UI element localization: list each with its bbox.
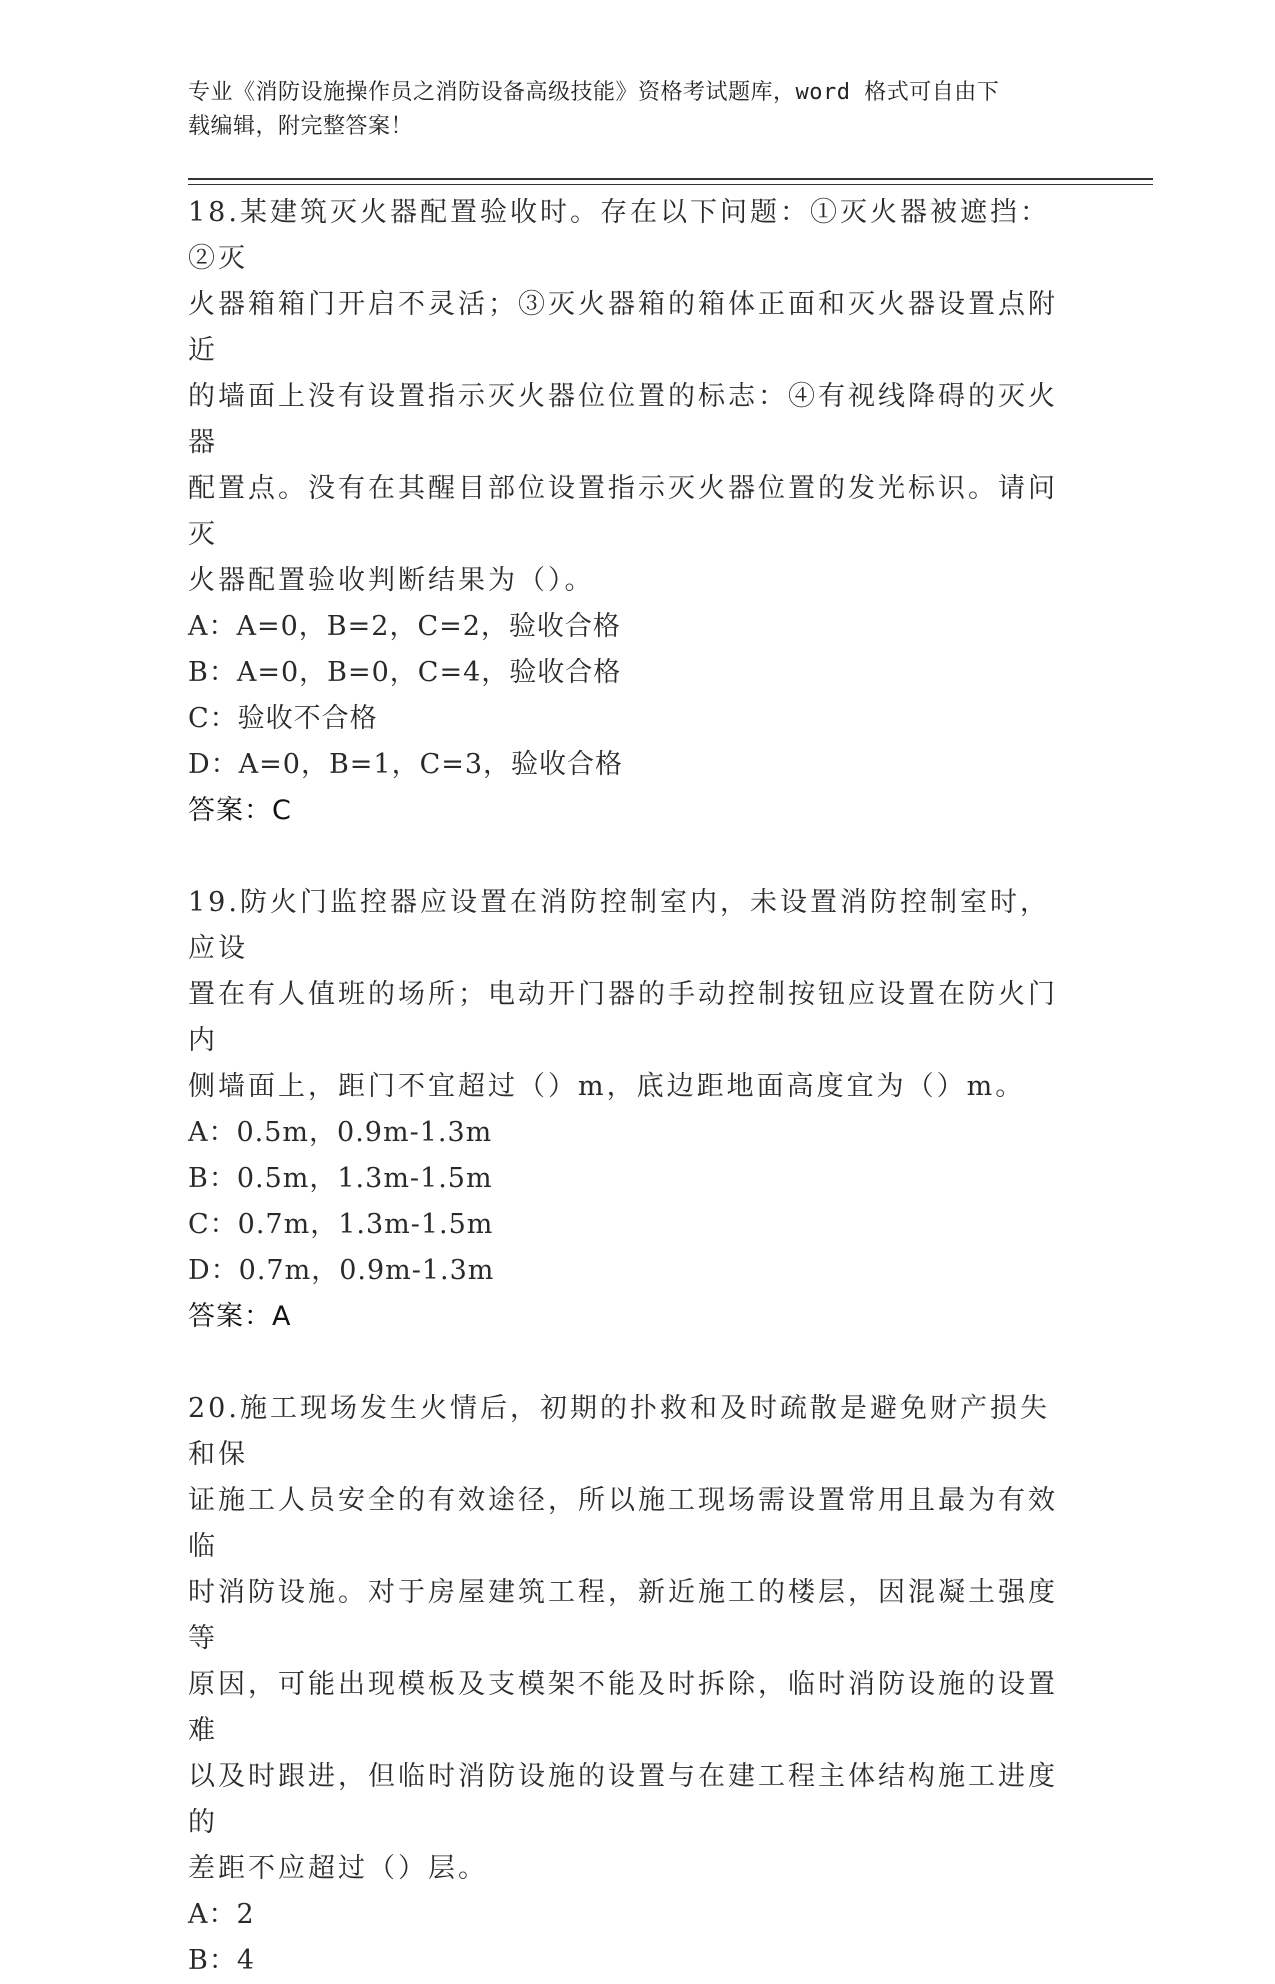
question-20-stem-line: 20.施工现场发生火情后，初期的扑救和及时疏散是避免财产损失和保 [188, 1393, 1050, 1470]
question-19-stem-line: 置在有人值班的场所；电动开门器的手动控制按钮应设置在防火门内 [188, 979, 1058, 1056]
question-20-option-b: B：4 [188, 1945, 256, 1976]
question-18-stem-line: 的墙面上没有设置指示灭火器位位置的标志：④有视线降碍的灭火器 [188, 381, 1058, 458]
question-18-stem-line: 配置点。没有在其醒目部位设置指示灭火器位置的发光标识。请问灭 [188, 473, 1058, 550]
question-20-stem-line: 时消防设施。对于房屋建筑工程，新近施工的楼层，因混凝土强度等 [188, 1577, 1058, 1654]
header-line-1: 专业《消防设施操作员之消防设备高级技能》资格考试题库，word 格式可自由下 [188, 80, 1000, 105]
question-20-stem-line: 证施工人员安全的有效途径，所以施工现场需设置常用且最为有效临 [188, 1485, 1058, 1562]
question-19-stem-line: 19.防火门监控器应设置在消防控制室内，未设置消防控制室时，应设 [188, 887, 1050, 964]
question-18 [188, 190, 1078, 834]
question-18-answer: 答案：C [188, 795, 292, 826]
question-18-option-a: A：A=0，B=2，C=2，验收合格 [188, 611, 621, 642]
question-19-answer: 答案：A [188, 1301, 292, 1332]
question-20-stem-line: 以及时跟进，但临时消防设施的设置与在建工程主体结构施工进度的 [188, 1761, 1058, 1838]
header-line-2: 载编辑，附完整答案！ [188, 114, 414, 139]
question-19 [188, 880, 1078, 1340]
question-19-option-a: A：0.5m，0.9m-1.3m [188, 1117, 493, 1148]
question-spacer [188, 1340, 1078, 1386]
question-19-option-c: C：0.7m，1.3m-1.5m [188, 1209, 494, 1240]
question-20 [188, 1386, 1078, 1984]
header-divider-thin [188, 184, 1153, 185]
question-18-stem-line: 火器箱箱门开启不灵活；③灭火器箱的箱体正面和灭火器设置点附近 [188, 289, 1058, 366]
question-list [188, 190, 1078, 1984]
question-20-stem-line: 原因，可能出现模板及支模架不能及时拆除，临时消防设施的设置难 [188, 1669, 1058, 1746]
question-19-option-d: D：0.7m，0.9m-1.3m [188, 1255, 495, 1286]
question-spacer [188, 834, 1078, 880]
question-18-option-c: C：验收不合格 [188, 703, 378, 734]
question-19-stem-line: 侧墙面上，距门不宜超过（）m，底边距地面高度宜为（）m。 [188, 1071, 1026, 1102]
question-20-stem-line: 差距不应超过（）层。 [188, 1853, 488, 1884]
question-18-option-b: B：A=0，B=0，C=4，验收合格 [188, 657, 622, 688]
question-18-stem-line: 火器配置验收判断结果为（）。 [188, 565, 595, 596]
question-18-stem-line: 18.某建筑灭火器配置验收时。存在以下问题：①灭火器被遮挡：②灭 [188, 197, 1050, 274]
question-19-option-b: B：0.5m，1.3m-1.5m [188, 1163, 493, 1194]
header-divider-thick [188, 178, 1153, 180]
document-header [188, 76, 1068, 144]
question-20-option-a: A：2 [188, 1899, 255, 1930]
question-18-option-d: D：A=0，B=1，C=3，验收合格 [188, 749, 624, 780]
